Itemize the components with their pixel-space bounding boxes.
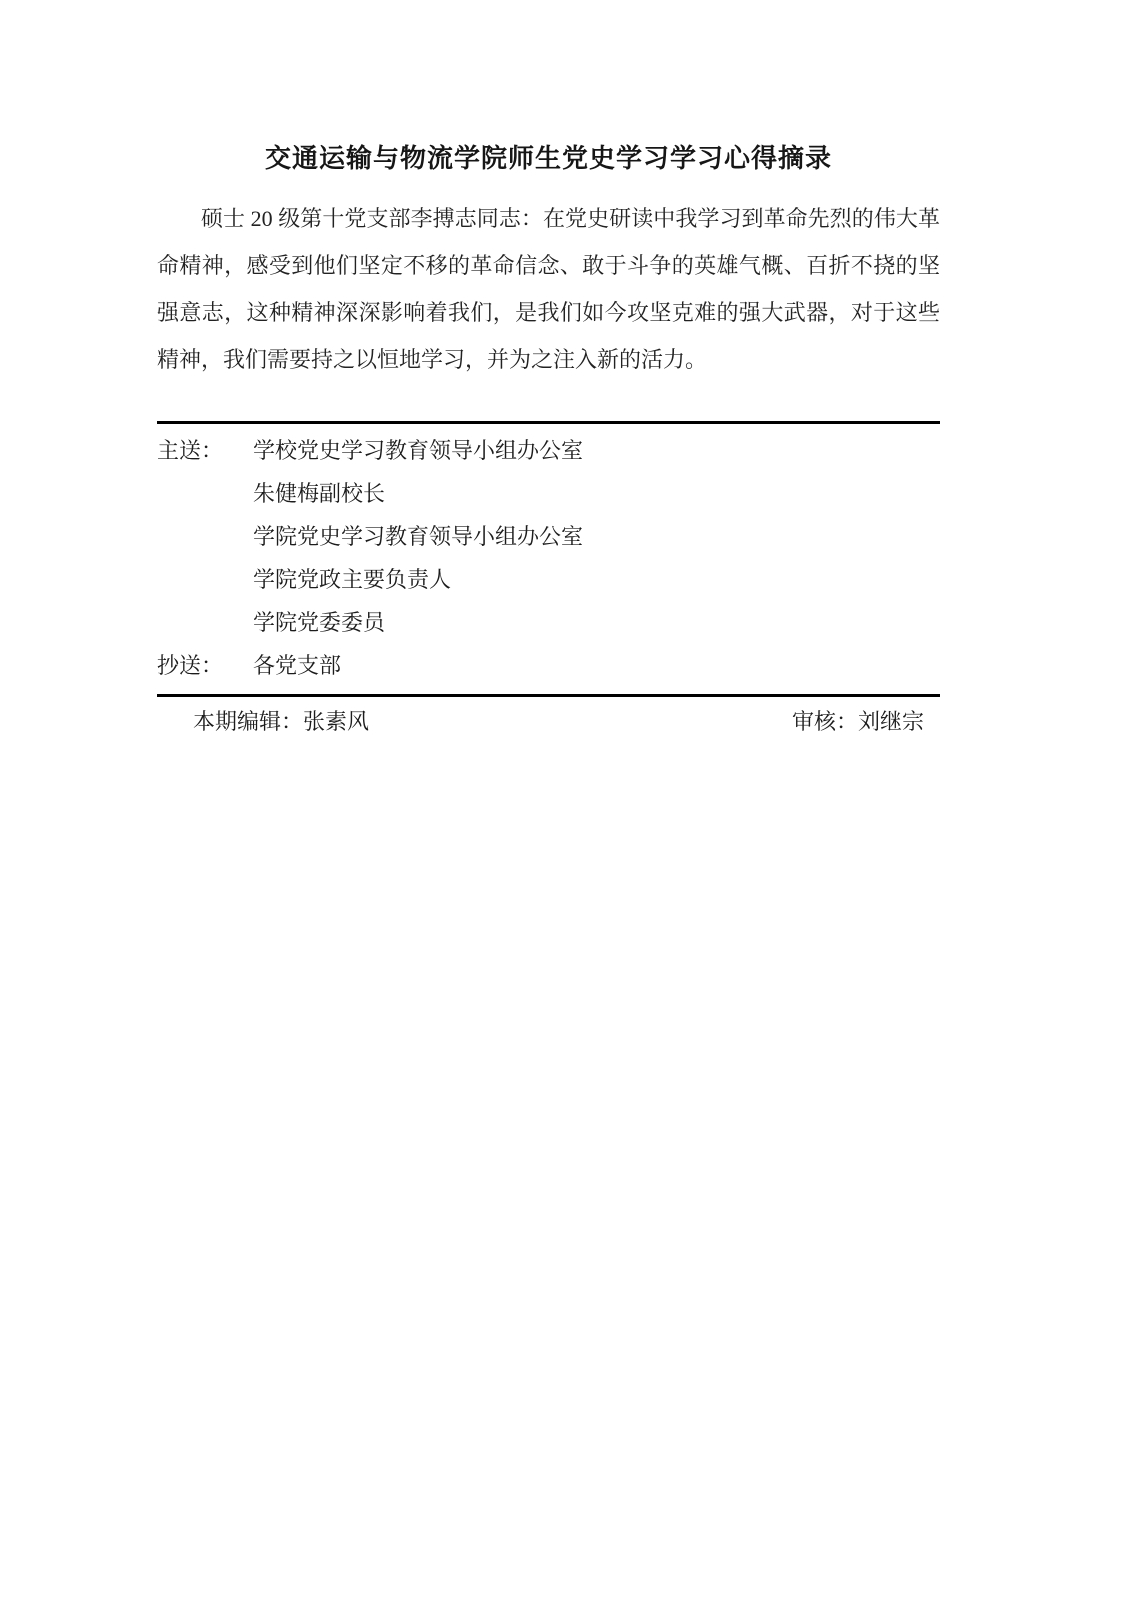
distribution-section bbox=[157, 421, 940, 697]
main-send-row bbox=[157, 601, 940, 644]
footer-credits-row bbox=[157, 697, 940, 743]
editor-label: 本期编辑： bbox=[193, 709, 304, 734]
main-send-item: 学院党政主要负责人 bbox=[253, 567, 452, 592]
document-content bbox=[157, 0, 940, 743]
body-paragraph: 硕士 20 级第十党支部李搏志同志：在党史研读中我学习到革命先烈的伟大革命精神，感受到他们坚定不移的革命信念、敢于斗争的英雄气概、百折不挠的坚强意志，这种精神深深影响着我们，是我们如今攻坚克难的强大武器，对于这些精神，我们需要持之以恒地学习，并为之注入新的活力。 bbox=[157, 206, 940, 372]
main-send-item: 朱健梅副校长 bbox=[253, 481, 386, 506]
main-send-row bbox=[157, 472, 940, 515]
main-send-row bbox=[157, 558, 940, 601]
reviewer-name: 刘继宗 bbox=[857, 709, 924, 734]
reviewer-label: 审核： bbox=[791, 709, 858, 734]
reviewer-credit bbox=[792, 700, 924, 743]
label-spacer bbox=[157, 558, 253, 601]
main-send-label: 主送： bbox=[157, 438, 224, 463]
label-spacer bbox=[157, 601, 253, 644]
document-title: 交通运输与物流学院师生党史学习学习心得摘录 bbox=[264, 144, 832, 173]
copy-send-row bbox=[157, 644, 940, 687]
main-send-item: 学院党委委员 bbox=[253, 610, 386, 635]
editor-credit bbox=[193, 700, 369, 743]
label-spacer bbox=[157, 472, 253, 515]
label-spacer bbox=[157, 515, 253, 558]
main-send-item: 学院党史学习教育领导小组办公室 bbox=[253, 524, 584, 549]
copy-send-label: 抄送： bbox=[157, 653, 224, 678]
main-send-row bbox=[157, 515, 940, 558]
copy-send-item: 各党支部 bbox=[253, 653, 342, 678]
main-send-item: 学校党史学习教育领导小组办公室 bbox=[253, 438, 584, 463]
main-send-row bbox=[157, 429, 940, 472]
editor-name: 张素风 bbox=[303, 709, 370, 734]
